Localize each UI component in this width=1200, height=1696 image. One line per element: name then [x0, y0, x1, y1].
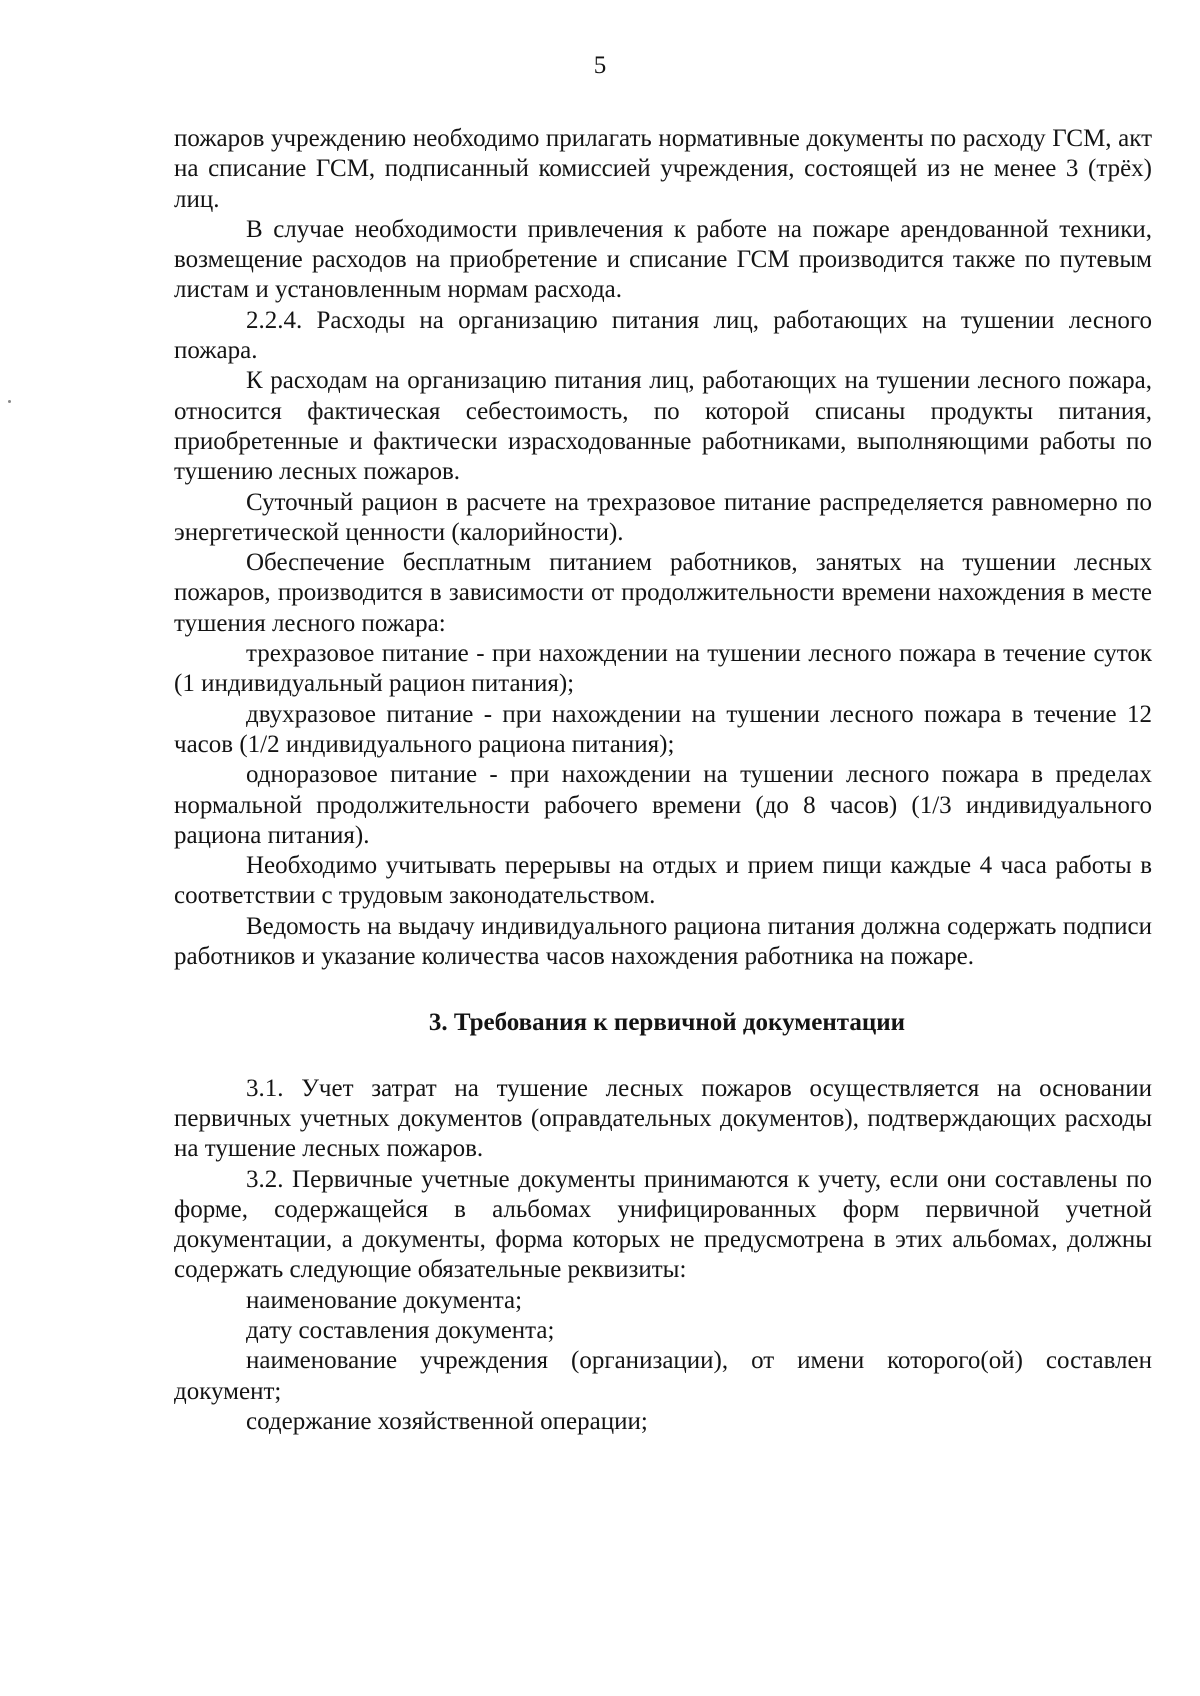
paragraph-15: дату составления документа;: [246, 1316, 555, 1344]
paragraph-17: содержание хозяйственной операции;: [246, 1407, 648, 1435]
paragraph-2: В случае необходимости привлечения к работе на пожаре арендованной техники, возмещение расходов на приобретение и списание ГСМ производится также по путевым листам и установленным нормам расхода.: [174, 215, 1152, 304]
section-heading: 3. Требования к первичной документации: [428, 1009, 906, 1037]
paragraph-7: трехразовое питание - при нахождении на тушении лесного пожара в течение суток (1 индивидуальный рацион питания);: [174, 640, 1152, 698]
paragraph-16: наименование учреждения (организации), от имени которого(ой) составлен документ;: [174, 1347, 1152, 1405]
paragraph-6: Обеспечение бесплатным питанием работников, занятых на тушении лесных пожаров, производится в зависимости от продолжительности времени нахождения в месте тушения лесного пожара:: [174, 549, 1152, 637]
paragraph-12: 3.1. Учет затрат на тушение лесных пожаров осуществляется на основании первичных учетных документов (оправдательных документов), подтверждающих расходы на тушение лесных пожаров.: [174, 1074, 1152, 1163]
document-body: [174, 124, 1152, 1437]
paragraph-11: Ведомость на выдачу индивидуального рациона питания должна содержать подписи работников и указание количества часов нахождения работника на пожаре.: [174, 912, 1152, 971]
paragraph-8: двухразовое питание - при нахождении на тушении лесного пожара в течение 12 часов (1/2 индивидуального рациона питания);: [174, 700, 1152, 758]
paragraph-9: одноразовое питание - при нахождении на тушении лесного пожара в пределах нормальной продолжительности рабочего времени (до 8 часов) (1/3 индивидуального рациона питания).: [174, 761, 1152, 849]
paragraph-5: Суточный рацион в расчете на трехразовое питание распределяется равномерно по энергетической ценности (калорийности).: [174, 488, 1152, 546]
paragraph-10: Необходимо учитывать перерывы на отдых и прием пищи каждые 4 часа работы в соответствии с трудовым законодательством.: [174, 852, 1152, 910]
paragraph-4: К расходам на организацию питания лиц, работающих на тушении лесного пожара, относится фактическая себестоимость, по которой списаны продукты питания, приобретенные и фактически израсходованные работниками, выполняющими работы по тушению лесных пожаров.: [174, 367, 1152, 486]
scan-artifact-dot: [8, 400, 11, 403]
paragraph-14: наименование документа;: [246, 1286, 523, 1314]
paragraph-3: 2.2.4. Расходы на организацию питания лиц, работающих на тушении лесного пожара.: [174, 306, 1152, 365]
paragraph-13: 3.2. Первичные учетные документы принимаются к учету, если они составлены по форме, содержащейся в альбомах унифицированных форм первичной учетной документации, а документы, форма которых не предусмотрена в этих альбомах, должны содержать следующие обязательные реквизиты:: [174, 1165, 1152, 1284]
paragraph-1: пожаров учреждению необходимо прилагать нормативные документы по расходу ГСМ, акт на списание ГСМ, подписанный комиссией учреждения, состоящей из не менее 3 (трёх) лиц.: [174, 125, 1152, 213]
page-number: 5: [593, 52, 607, 79]
